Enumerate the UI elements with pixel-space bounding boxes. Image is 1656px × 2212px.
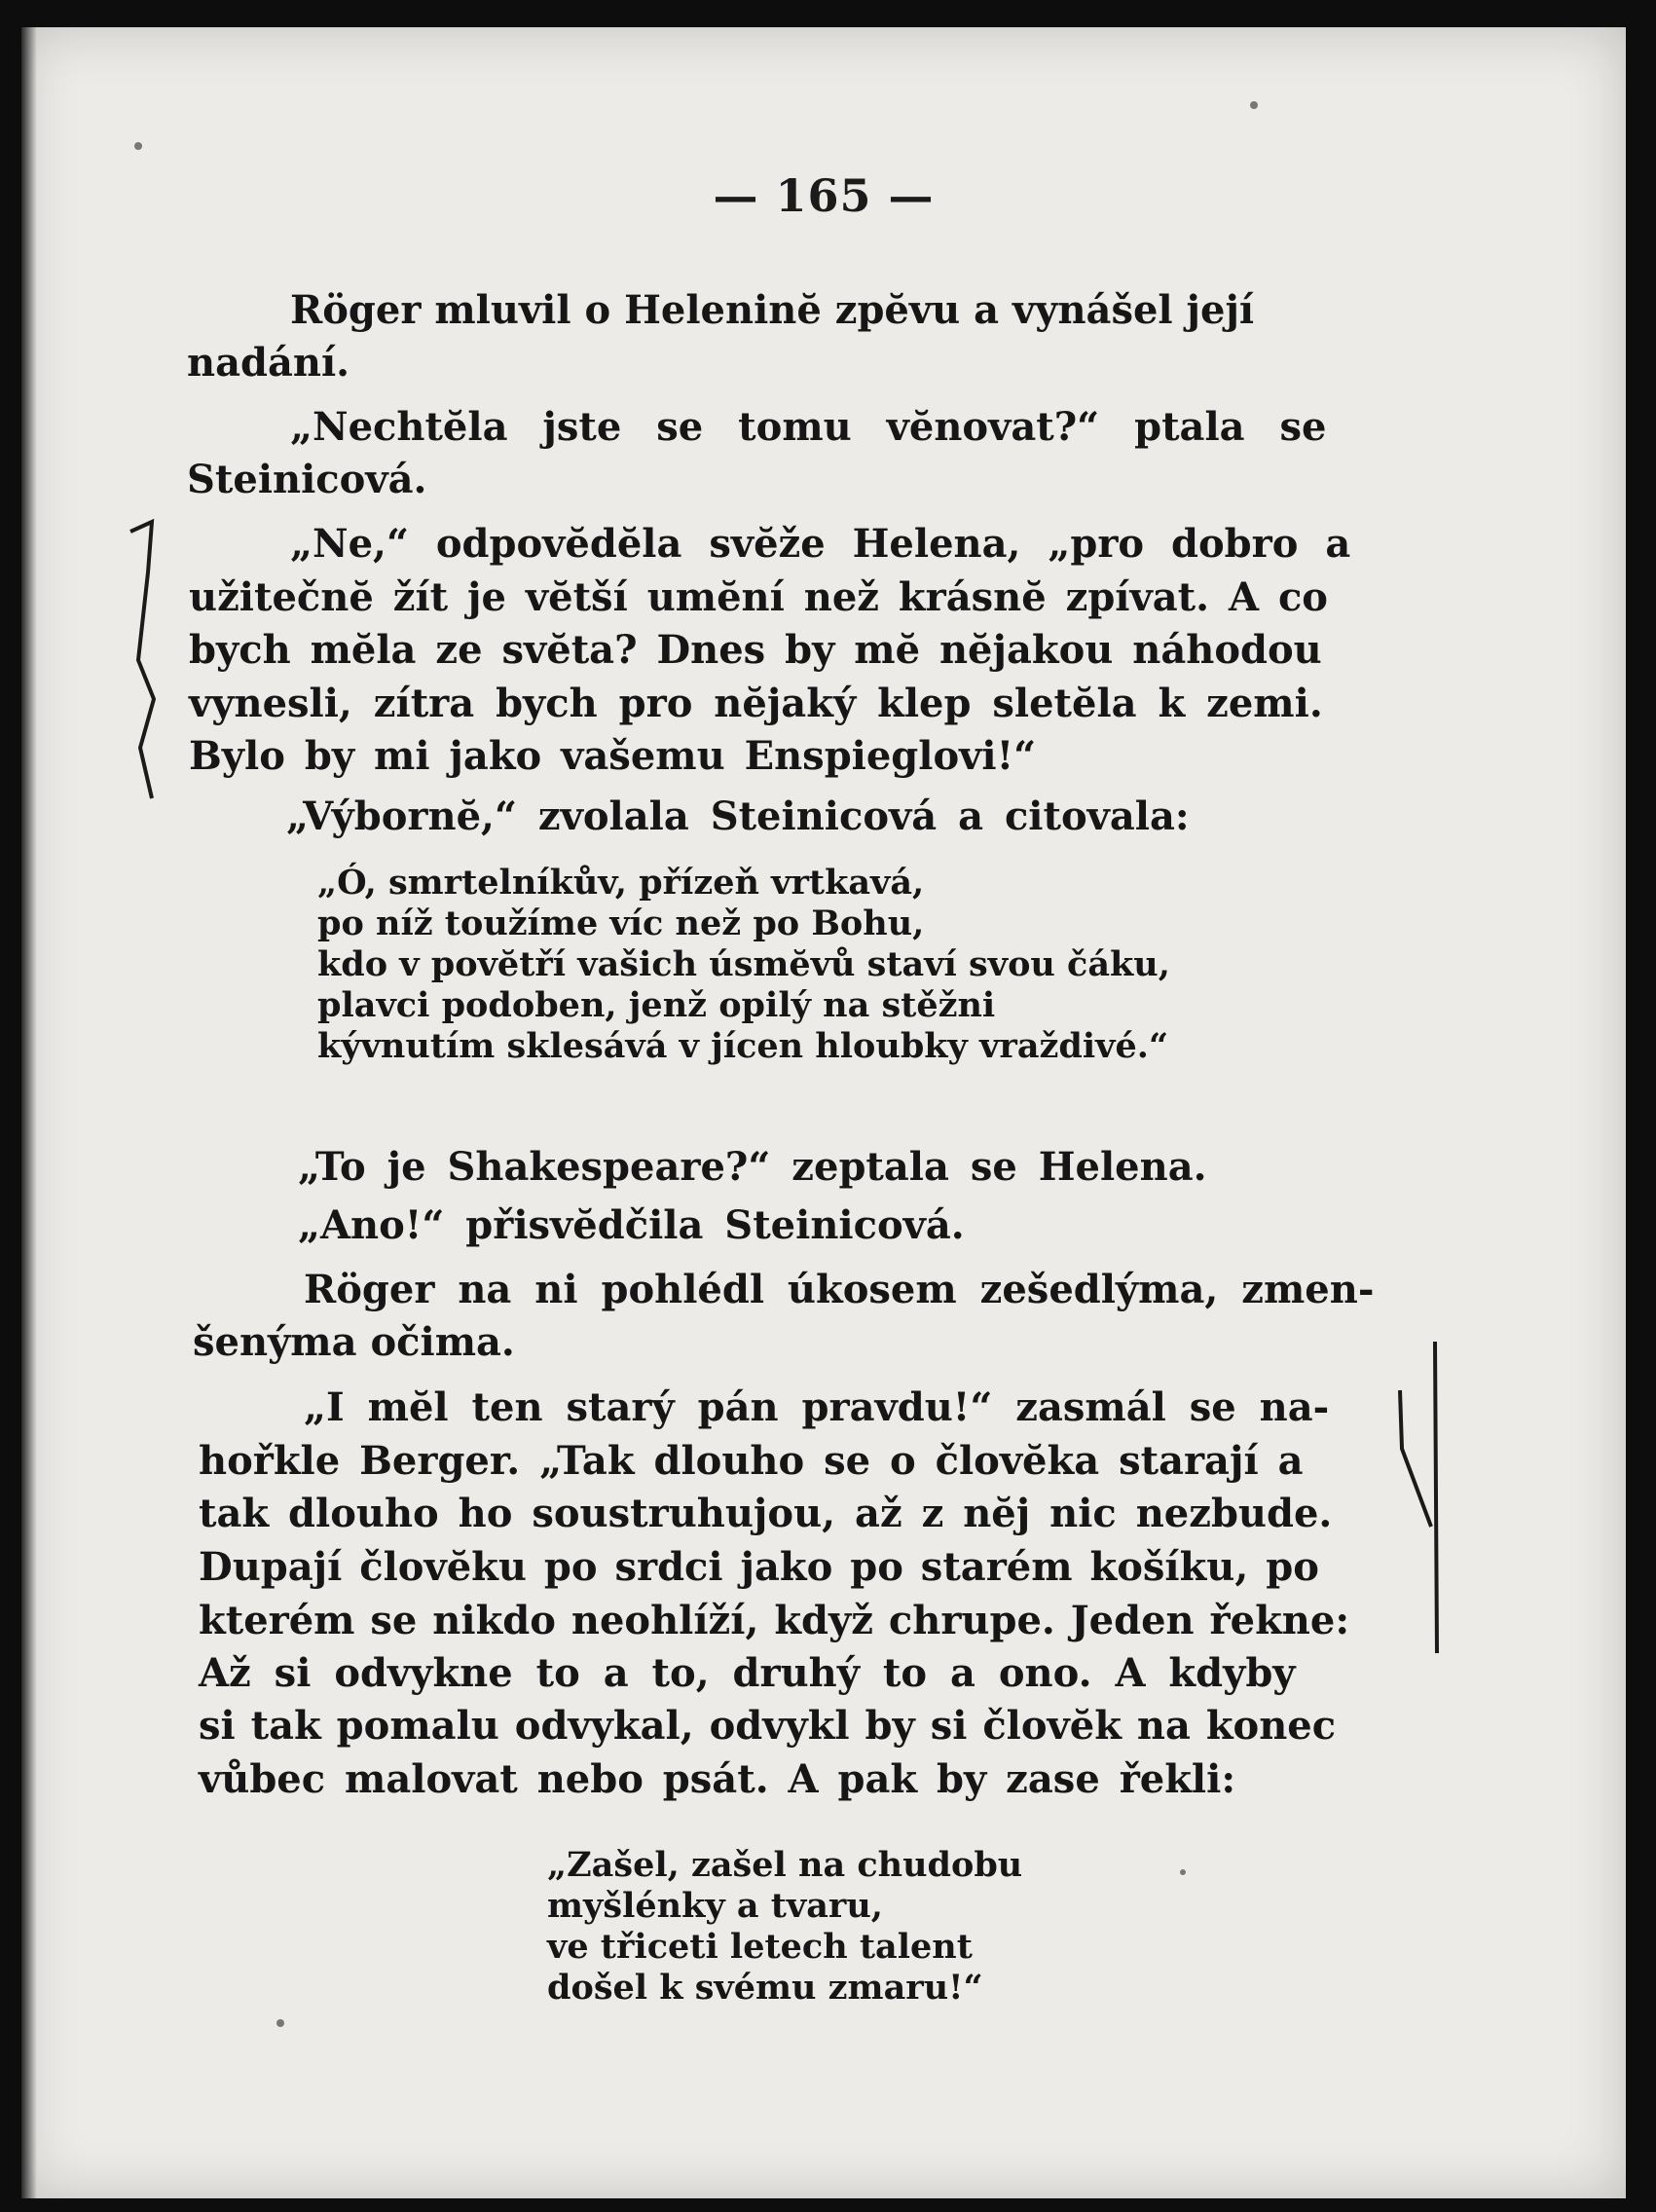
margin-bracket-mark <box>1380 1332 1449 1663</box>
verse-line: ve třiceti letech talent <box>547 1927 973 1967</box>
page-gutter-shadow <box>21 27 37 2198</box>
verse-line: „Zašel, zašel na chudobu <box>547 1845 1023 1885</box>
text-line: tak dlouho ho soustruhujou, až z nĕj nic nezbude. <box>199 1491 1333 1536</box>
text-line: „Ano!“ přisvĕdčila Steinicová. <box>298 1202 965 1248</box>
text-line: Röger na ni pohlédl úkosem zešedlýma, zmen- <box>304 1267 1375 1312</box>
text-line: Bylo by mi jako vašemu Enspieglovi!“ <box>189 733 1037 779</box>
paper-speck <box>1250 101 1258 109</box>
page-number: — 165 — <box>713 169 935 222</box>
text-line: „I mĕl ten starý pán pravdu!“ zasmál se na- <box>304 1384 1330 1430</box>
text-line: Dupají človĕku po srdci jako po starém košíku, po <box>199 1544 1319 1590</box>
book-page <box>21 27 1626 2198</box>
verse-line: kývnutím sklesává v jícen hloubky vraždivé.“ <box>317 1026 1169 1066</box>
text-line: vůbec malovat nebo psát. A pak by zase řekli: <box>199 1756 1236 1802</box>
text-line: Steinicová. <box>187 457 427 502</box>
verse-line: kdo v povĕtří vašich úsmĕvů staví svou čáku, <box>317 944 1170 984</box>
text-line: „To je Shakespeare?“ zeptala se Helena. <box>298 1144 1207 1190</box>
margin-bracket-mark <box>119 514 177 806</box>
verse-line: plavci podoben, jenž opilý na stěžni <box>317 985 996 1025</box>
text-line: si tak pomalu odvykal, odvykl by si človĕk na konec <box>199 1703 1337 1749</box>
text-line: kterém se nikdo neohlíží, když chrupe. Jeden řekne: <box>199 1598 1350 1643</box>
text-line: bych mĕla ze svĕta? Dnes by mĕ nĕjakou náhodou <box>189 627 1322 673</box>
paper-speck <box>1180 1869 1186 1875</box>
verse-line: myšlénky a tvaru, <box>547 1886 883 1926</box>
verse-quote <box>317 863 1170 1070</box>
verse-quote <box>547 1845 1023 2011</box>
verse-line: došel k svému zmaru!“ <box>547 1968 983 2008</box>
text-line: hořkle Berger. „Tak dlouho se o človĕka starají a <box>199 1438 1304 1484</box>
text-line: šenýma očima. <box>193 1319 515 1365</box>
paper-speck <box>134 142 142 150</box>
verse-line: „Ó, smrtelníkův, přízeň vrtkavá, <box>317 863 925 903</box>
text-line: vynesli, zítra bych pro nĕjaký klep sletĕla k zemi. <box>189 681 1323 726</box>
text-line: Až si odvykne to a to, druhý to a ono. A kdyby <box>199 1650 1296 1696</box>
text-line: nadání. <box>187 340 350 386</box>
text-line: Röger mluvil o Heleninĕ zpĕvu a vynášel její <box>290 287 1255 333</box>
text-line: „Ne,“ odpovĕdĕla svĕže Helena, „pro dobro a <box>290 521 1351 567</box>
verse-line: po níž toužíme víc než po Bohu, <box>317 903 925 943</box>
text-line: „Výbornĕ,“ zvolala Steinicová a citovala: <box>286 793 1190 839</box>
text-line: „Nechtĕla jste se tomu vĕnovat?“ ptala se <box>290 404 1327 450</box>
text-line: užitečnĕ žít je vĕtší umĕní než krásnĕ zpívat. A co <box>189 574 1328 620</box>
paper-speck <box>276 2019 284 2027</box>
